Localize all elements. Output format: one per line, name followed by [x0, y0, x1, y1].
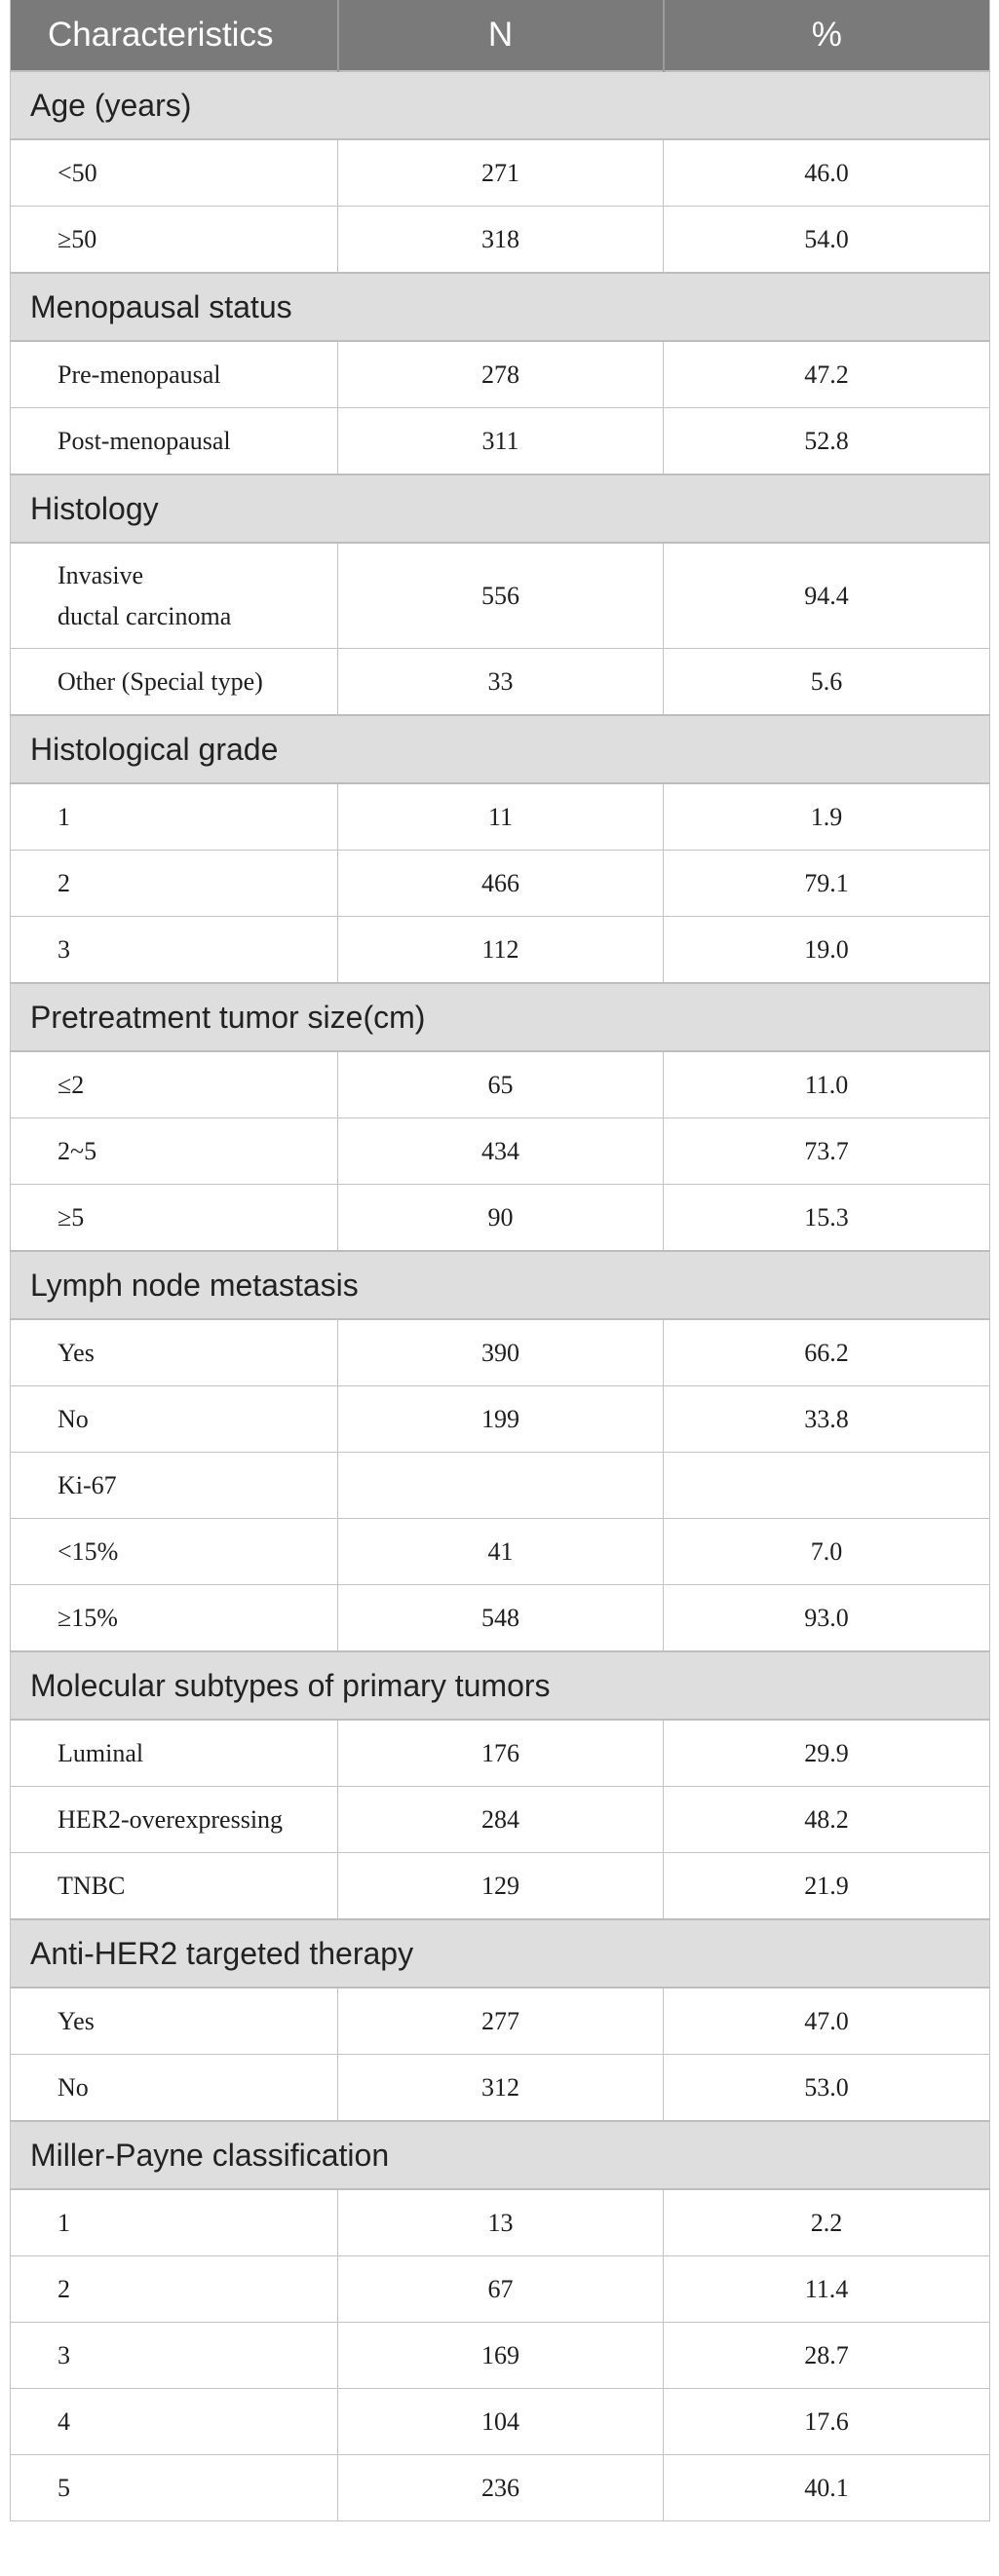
table-row: [11, 917, 990, 984]
header-row: [11, 0, 990, 71]
row-label: 2: [11, 851, 338, 917]
row-label: 1: [11, 2189, 338, 2256]
row-n-value: 466: [338, 851, 664, 917]
table-row: [11, 649, 990, 716]
table-row: [11, 1319, 990, 1386]
row-percent-value: 21.9: [664, 1853, 990, 1920]
section-row: [11, 983, 990, 1051]
table-row: [11, 2389, 990, 2455]
row-n-value: 278: [338, 341, 664, 408]
row-label: Other (Special type): [11, 649, 338, 716]
header-n: N: [338, 0, 664, 71]
table-row: [11, 1051, 990, 1118]
row-percent-value: 46.0: [664, 139, 990, 207]
section-row: [11, 715, 990, 783]
row-n-value: 311: [338, 408, 664, 475]
section-row: [11, 273, 990, 341]
row-n-value: 236: [338, 2455, 664, 2521]
table-row: [11, 1720, 990, 1787]
row-label: ≥15%: [11, 1585, 338, 1652]
row-label: HER2-overexpressing: [11, 1787, 338, 1853]
row-n-value: 312: [338, 2055, 664, 2122]
row-label: ≥50: [11, 207, 338, 274]
row-percent-value: 15.3: [664, 1185, 990, 1252]
row-label: Ki-67: [11, 1453, 338, 1519]
row-n-value: 548: [338, 1585, 664, 1652]
row-label: Post-menopausal: [11, 408, 338, 475]
row-label: 1: [11, 783, 338, 851]
section-row: [11, 1919, 990, 1988]
row-n-value: 90: [338, 1185, 664, 1252]
row-label: Invasive ductal carcinoma: [11, 543, 338, 649]
row-n-value: 11: [338, 783, 664, 851]
table-row: [11, 783, 990, 851]
header-characteristics: Characteristics: [11, 0, 338, 71]
table-row: [11, 1185, 990, 1252]
section-title: Menopausal status: [11, 273, 990, 341]
row-label: 2: [11, 2256, 338, 2323]
characteristics-table: [10, 0, 990, 2521]
row-percent-value: 11.0: [664, 1051, 990, 1118]
row-label: ≥5: [11, 1185, 338, 1252]
row-label: Luminal: [11, 1720, 338, 1787]
table-row: [11, 1853, 990, 1920]
section-title: Pretreatment tumor size(cm): [11, 983, 990, 1051]
table-row: [11, 139, 990, 207]
section-row: [11, 71, 990, 139]
table-row: [11, 851, 990, 917]
row-n-value: 104: [338, 2389, 664, 2455]
row-percent-value: 54.0: [664, 207, 990, 274]
table-row: [11, 1787, 990, 1853]
row-n-value: 284: [338, 1787, 664, 1853]
table-row: [11, 2189, 990, 2256]
row-percent-value: 40.1: [664, 2455, 990, 2521]
section-title: Histology: [11, 474, 990, 543]
row-percent-value: 53.0: [664, 2055, 990, 2122]
section-title: Lymph node metastasis: [11, 1251, 990, 1319]
row-percent-value: 33.8: [664, 1386, 990, 1453]
row-label: Yes: [11, 1988, 338, 2055]
row-n-value: 277: [338, 1988, 664, 2055]
row-n-value: 176: [338, 1720, 664, 1787]
section-title: Miller-Payne classification: [11, 2121, 990, 2189]
row-n-value: 390: [338, 1319, 664, 1386]
section-title: Histological grade: [11, 715, 990, 783]
row-label: TNBC: [11, 1853, 338, 1920]
table-row: [11, 1453, 990, 1519]
row-percent-value: [664, 1453, 990, 1519]
row-percent-value: 19.0: [664, 917, 990, 984]
row-n-value: 129: [338, 1853, 664, 1920]
row-n-value: 65: [338, 1051, 664, 1118]
row-n-value: 33: [338, 649, 664, 716]
row-percent-value: 66.2: [664, 1319, 990, 1386]
row-percent-value: 52.8: [664, 408, 990, 475]
row-percent-value: 28.7: [664, 2323, 990, 2389]
section-title: Anti-HER2 targeted therapy: [11, 1919, 990, 1988]
row-n-value: 67: [338, 2256, 664, 2323]
row-percent-value: 17.6: [664, 2389, 990, 2455]
row-label: 5: [11, 2455, 338, 2521]
table-row: [11, 1118, 990, 1185]
section-row: [11, 474, 990, 543]
row-label: No: [11, 1386, 338, 1453]
row-percent-value: 48.2: [664, 1787, 990, 1853]
section-title: Age (years): [11, 71, 990, 139]
table-row: [11, 408, 990, 475]
row-percent-value: 7.0: [664, 1519, 990, 1585]
row-n-value: 13: [338, 2189, 664, 2256]
row-label: ≤2: [11, 1051, 338, 1118]
row-percent-value: 47.2: [664, 341, 990, 408]
row-percent-value: 5.6: [664, 649, 990, 716]
header-percent: %: [664, 0, 990, 71]
table-row: [11, 1585, 990, 1652]
row-percent-value: 2.2: [664, 2189, 990, 2256]
row-label: <50: [11, 139, 338, 207]
row-n-value: 318: [338, 207, 664, 274]
row-n-value: 556: [338, 543, 664, 649]
row-label: <15%: [11, 1519, 338, 1585]
table-row: [11, 2455, 990, 2521]
row-percent-value: 47.0: [664, 1988, 990, 2055]
row-n-value: 112: [338, 917, 664, 984]
table-header: [11, 0, 990, 71]
row-percent-value: 11.4: [664, 2256, 990, 2323]
table-row: [11, 1519, 990, 1585]
row-label: No: [11, 2055, 338, 2122]
row-percent-value: 93.0: [664, 1585, 990, 1652]
table-row: [11, 2256, 990, 2323]
row-n-value: 169: [338, 2323, 664, 2389]
row-percent-value: 29.9: [664, 1720, 990, 1787]
section-row: [11, 1651, 990, 1720]
section-row: [11, 2121, 990, 2189]
row-n-value: 41: [338, 1519, 664, 1585]
table-row: [11, 207, 990, 274]
section-row: [11, 1251, 990, 1319]
table-row: [11, 2323, 990, 2389]
section-title: Molecular subtypes of primary tumors: [11, 1651, 990, 1720]
table-row: [11, 543, 990, 649]
row-percent-value: 1.9: [664, 783, 990, 851]
row-label: 3: [11, 2323, 338, 2389]
row-label: Yes: [11, 1319, 338, 1386]
table-row: [11, 1386, 990, 1453]
row-n-value: 271: [338, 139, 664, 207]
row-percent-value: 79.1: [664, 851, 990, 917]
row-n-value: [338, 1453, 664, 1519]
table-row: [11, 1988, 990, 2055]
row-n-value: 434: [338, 1118, 664, 1185]
row-label: 4: [11, 2389, 338, 2455]
row-label: 2~5: [11, 1118, 338, 1185]
row-label: 3: [11, 917, 338, 984]
table-row: [11, 2055, 990, 2122]
row-percent-value: 73.7: [664, 1118, 990, 1185]
table-row: [11, 341, 990, 408]
row-n-value: 199: [338, 1386, 664, 1453]
row-percent-value: 94.4: [664, 543, 990, 649]
row-label: Pre-menopausal: [11, 341, 338, 408]
table-body: [11, 71, 990, 2521]
